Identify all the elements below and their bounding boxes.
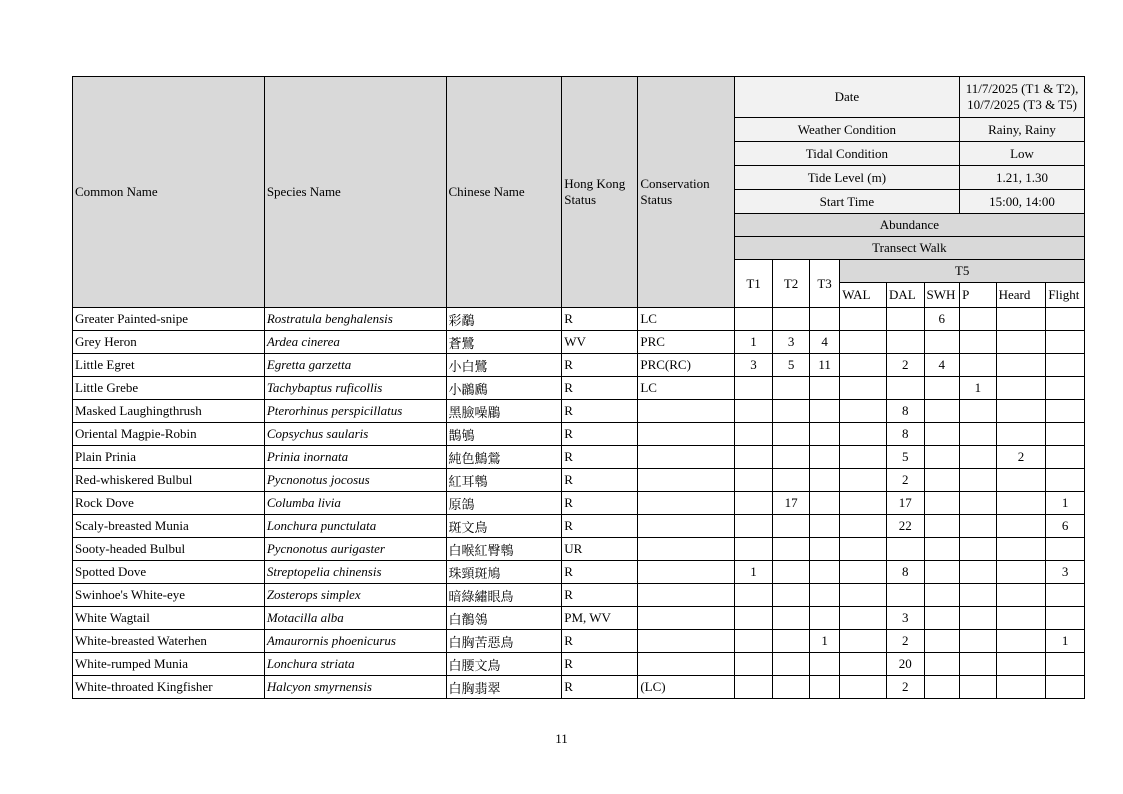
cell-hk-status: R	[562, 400, 638, 423]
cell-heard	[996, 423, 1046, 446]
cell-common-name: White-throated Kingfisher	[73, 676, 265, 699]
cell-heard	[996, 331, 1046, 354]
cell-flight	[1046, 469, 1085, 492]
cell-p	[960, 469, 997, 492]
cell-conservation-status: LC	[638, 308, 734, 331]
cell-dal: 8	[886, 423, 924, 446]
cell-dal	[886, 331, 924, 354]
header-date-label: Date	[734, 77, 959, 118]
cell-flight: 1	[1046, 492, 1085, 515]
cell-t2	[773, 538, 810, 561]
header-tide-level-label: Tide Level (m)	[734, 166, 959, 190]
table-row	[73, 538, 1085, 561]
cell-common-name: White-breasted Waterhen	[73, 630, 265, 653]
cell-flight	[1046, 676, 1085, 699]
cell-wal	[840, 607, 887, 630]
cell-hk-status: R	[562, 676, 638, 699]
cell-swh	[924, 515, 960, 538]
table-row	[73, 676, 1085, 699]
cell-hk-status: R	[562, 377, 638, 400]
cell-t1	[734, 308, 773, 331]
cell-conservation-status	[638, 653, 734, 676]
cell-t1	[734, 630, 773, 653]
cell-wal	[840, 308, 887, 331]
cell-chinese-name: 白喉紅臀鵯	[446, 538, 562, 561]
cell-p	[960, 607, 997, 630]
table-row	[73, 515, 1085, 538]
cell-swh	[924, 584, 960, 607]
cell-t2	[773, 630, 810, 653]
header-t3: T3	[809, 260, 839, 308]
cell-species-name: Pycnonotus aurigaster	[264, 538, 446, 561]
header-hk-status: Hong Kong Status	[562, 77, 638, 308]
cell-species-name: Halcyon smyrnensis	[264, 676, 446, 699]
cell-t2	[773, 377, 810, 400]
header-wal: WAL	[840, 283, 887, 308]
header-t2: T2	[773, 260, 810, 308]
cell-t2: 5	[773, 354, 810, 377]
cell-conservation-status: PRC	[638, 331, 734, 354]
cell-wal	[840, 515, 887, 538]
cell-t3	[809, 584, 839, 607]
cell-conservation-status	[638, 423, 734, 446]
cell-heard	[996, 492, 1046, 515]
cell-wal	[840, 377, 887, 400]
cell-chinese-name: 珠頸斑鳩	[446, 561, 562, 584]
cell-flight	[1046, 446, 1085, 469]
header-start-time-value: 15:00, 14:00	[960, 190, 1085, 214]
cell-flight: 1	[1046, 630, 1085, 653]
header-p: P	[960, 283, 997, 308]
header-t1: T1	[734, 260, 773, 308]
cell-t1	[734, 584, 773, 607]
cell-p	[960, 561, 997, 584]
cell-p	[960, 446, 997, 469]
cell-dal: 2	[886, 469, 924, 492]
cell-dal: 2	[886, 676, 924, 699]
cell-t3	[809, 492, 839, 515]
header-chinese-name: Chinese Name	[446, 77, 562, 308]
cell-species-name: Pycnonotus jocosus	[264, 469, 446, 492]
cell-swh	[924, 538, 960, 561]
header-swh: SWH	[924, 283, 960, 308]
cell-swh	[924, 423, 960, 446]
header-date-value: 11/7/2025 (T1 & T2), 10/7/2025 (T3 & T5)	[960, 77, 1085, 118]
cell-swh	[924, 561, 960, 584]
cell-heard	[996, 400, 1046, 423]
cell-chinese-name: 原鴿	[446, 492, 562, 515]
cell-dal: 22	[886, 515, 924, 538]
cell-conservation-status: (LC)	[638, 676, 734, 699]
cell-swh	[924, 400, 960, 423]
cell-hk-status: WV	[562, 331, 638, 354]
header-weather-value: Rainy, Rainy	[960, 118, 1085, 142]
cell-t2	[773, 469, 810, 492]
cell-hk-status: PM, WV	[562, 607, 638, 630]
cell-t3: 11	[809, 354, 839, 377]
cell-chinese-name: 鵲鴝	[446, 423, 562, 446]
cell-heard: 2	[996, 446, 1046, 469]
cell-species-name: Copsychus saularis	[264, 423, 446, 446]
cell-common-name: Little Grebe	[73, 377, 265, 400]
cell-flight	[1046, 400, 1085, 423]
cell-t3: 1	[809, 630, 839, 653]
table-row	[73, 423, 1085, 446]
cell-t1	[734, 676, 773, 699]
cell-heard	[996, 538, 1046, 561]
cell-p	[960, 308, 997, 331]
header-flight: Flight	[1046, 283, 1085, 308]
header-tide-level-value: 1.21, 1.30	[960, 166, 1085, 190]
cell-flight	[1046, 653, 1085, 676]
cell-p: 1	[960, 377, 997, 400]
cell-species-name: Lonchura punctulata	[264, 515, 446, 538]
cell-hk-status: R	[562, 630, 638, 653]
cell-conservation-status	[638, 400, 734, 423]
header-species-name: Species Name	[264, 77, 446, 308]
cell-common-name: Swinhoe's White-eye	[73, 584, 265, 607]
cell-chinese-name: 白胸翡翠	[446, 676, 562, 699]
cell-conservation-status	[638, 561, 734, 584]
cell-flight	[1046, 423, 1085, 446]
cell-flight	[1046, 354, 1085, 377]
cell-hk-status: R	[562, 308, 638, 331]
cell-dal	[886, 377, 924, 400]
cell-conservation-status	[638, 492, 734, 515]
cell-flight	[1046, 607, 1085, 630]
cell-swh	[924, 607, 960, 630]
cell-species-name: Ardea cinerea	[264, 331, 446, 354]
header-tidal-value: Low	[960, 142, 1085, 166]
cell-common-name: Oriental Magpie-Robin	[73, 423, 265, 446]
cell-t3	[809, 607, 839, 630]
cell-heard	[996, 354, 1046, 377]
cell-t1	[734, 538, 773, 561]
cell-t2	[773, 676, 810, 699]
cell-t2	[773, 561, 810, 584]
cell-wal	[840, 400, 887, 423]
cell-swh	[924, 630, 960, 653]
cell-heard	[996, 469, 1046, 492]
cell-chinese-name: 斑文鳥	[446, 515, 562, 538]
cell-conservation-status	[638, 469, 734, 492]
cell-flight	[1046, 331, 1085, 354]
cell-dal: 8	[886, 561, 924, 584]
cell-t3	[809, 423, 839, 446]
cell-t1	[734, 515, 773, 538]
cell-t1: 1	[734, 561, 773, 584]
table-row	[73, 653, 1085, 676]
cell-dal	[886, 308, 924, 331]
cell-chinese-name: 蒼鷺	[446, 331, 562, 354]
cell-p	[960, 492, 997, 515]
cell-swh	[924, 331, 960, 354]
header-weather-label: Weather Condition	[734, 118, 959, 142]
cell-dal: 17	[886, 492, 924, 515]
cell-hk-status: R	[562, 515, 638, 538]
cell-wal	[840, 630, 887, 653]
cell-common-name: Rock Dove	[73, 492, 265, 515]
cell-chinese-name: 白腰文鳥	[446, 653, 562, 676]
cell-species-name: Zosterops simplex	[264, 584, 446, 607]
cell-common-name: Scaly-breasted Munia	[73, 515, 265, 538]
cell-wal	[840, 354, 887, 377]
cell-dal: 3	[886, 607, 924, 630]
header-start-time-label: Start Time	[734, 190, 959, 214]
cell-conservation-status	[638, 584, 734, 607]
cell-common-name: Little Egret	[73, 354, 265, 377]
cell-heard	[996, 561, 1046, 584]
table-row	[73, 400, 1085, 423]
cell-common-name: White-rumped Munia	[73, 653, 265, 676]
cell-heard	[996, 515, 1046, 538]
cell-t2	[773, 515, 810, 538]
cell-flight: 6	[1046, 515, 1085, 538]
cell-wal	[840, 538, 887, 561]
cell-chinese-name: 紅耳鵯	[446, 469, 562, 492]
table-row	[73, 377, 1085, 400]
cell-hk-status: R	[562, 469, 638, 492]
cell-dal: 8	[886, 400, 924, 423]
cell-heard	[996, 630, 1046, 653]
cell-wal	[840, 676, 887, 699]
cell-t2	[773, 584, 810, 607]
cell-species-name: Columba livia	[264, 492, 446, 515]
header-t5: T5	[840, 260, 1085, 283]
header-transect-walk: Transect Walk	[734, 237, 1084, 260]
cell-t3	[809, 538, 839, 561]
cell-t2: 3	[773, 331, 810, 354]
cell-species-name: Egretta garzetta	[264, 354, 446, 377]
cell-conservation-status	[638, 446, 734, 469]
bird-survey-table	[72, 76, 1085, 699]
cell-swh	[924, 446, 960, 469]
page-number: 11	[555, 731, 568, 746]
cell-common-name: Plain Prinia	[73, 446, 265, 469]
cell-t2	[773, 308, 810, 331]
cell-t2: 17	[773, 492, 810, 515]
cell-swh	[924, 492, 960, 515]
cell-heard	[996, 653, 1046, 676]
cell-flight	[1046, 584, 1085, 607]
cell-flight: 3	[1046, 561, 1085, 584]
cell-dal	[886, 584, 924, 607]
cell-species-name: Tachybaptus ruficollis	[264, 377, 446, 400]
table-row	[73, 561, 1085, 584]
cell-dal: 20	[886, 653, 924, 676]
cell-wal	[840, 423, 887, 446]
cell-hk-status: R	[562, 354, 638, 377]
cell-common-name: Sooty-headed Bulbul	[73, 538, 265, 561]
cell-p	[960, 354, 997, 377]
cell-hk-status: R	[562, 492, 638, 515]
cell-t3	[809, 515, 839, 538]
cell-dal: 2	[886, 354, 924, 377]
cell-chinese-name: 暗綠繡眼鳥	[446, 584, 562, 607]
cell-p	[960, 653, 997, 676]
cell-chinese-name: 小白鷺	[446, 354, 562, 377]
cell-flight	[1046, 308, 1085, 331]
cell-p	[960, 400, 997, 423]
cell-p	[960, 584, 997, 607]
cell-t3	[809, 308, 839, 331]
cell-chinese-name: 黑臉噪鶥	[446, 400, 562, 423]
cell-species-name: Pterorhinus perspicillatus	[264, 400, 446, 423]
cell-common-name: White Wagtail	[73, 607, 265, 630]
table-row	[73, 469, 1085, 492]
cell-species-name: Motacilla alba	[264, 607, 446, 630]
table-row	[73, 630, 1085, 653]
cell-wal	[840, 584, 887, 607]
cell-p	[960, 676, 997, 699]
cell-common-name: Grey Heron	[73, 331, 265, 354]
cell-p	[960, 331, 997, 354]
cell-t1	[734, 469, 773, 492]
cell-conservation-status: LC	[638, 377, 734, 400]
header-common-name: Common Name	[73, 77, 265, 308]
cell-swh: 4	[924, 354, 960, 377]
cell-p	[960, 630, 997, 653]
cell-conservation-status	[638, 607, 734, 630]
cell-wal	[840, 446, 887, 469]
header-abundance: Abundance	[734, 214, 1084, 237]
cell-t3	[809, 561, 839, 584]
cell-common-name: Red-whiskered Bulbul	[73, 469, 265, 492]
table-row	[73, 308, 1085, 331]
cell-t1	[734, 653, 773, 676]
cell-t3: 4	[809, 331, 839, 354]
cell-species-name: Lonchura striata	[264, 653, 446, 676]
header-dal: DAL	[886, 283, 924, 308]
cell-t1	[734, 377, 773, 400]
cell-t1	[734, 607, 773, 630]
cell-t1	[734, 423, 773, 446]
cell-flight	[1046, 377, 1085, 400]
cell-hk-status: R	[562, 584, 638, 607]
header-heard: Heard	[996, 283, 1046, 308]
cell-t1	[734, 492, 773, 515]
cell-heard	[996, 377, 1046, 400]
cell-p	[960, 538, 997, 561]
cell-chinese-name: 彩鷸	[446, 308, 562, 331]
cell-swh	[924, 469, 960, 492]
cell-conservation-status	[638, 515, 734, 538]
cell-hk-status: R	[562, 423, 638, 446]
cell-dal	[886, 538, 924, 561]
cell-t2	[773, 653, 810, 676]
table-row	[73, 492, 1085, 515]
cell-swh: 6	[924, 308, 960, 331]
cell-dal: 2	[886, 630, 924, 653]
cell-hk-status: UR	[562, 538, 638, 561]
cell-chinese-name: 小鸊鷉	[446, 377, 562, 400]
cell-t2	[773, 400, 810, 423]
cell-t3	[809, 676, 839, 699]
cell-dal: 5	[886, 446, 924, 469]
cell-chinese-name: 純色鷦鶯	[446, 446, 562, 469]
cell-species-name: Prinia inornata	[264, 446, 446, 469]
cell-heard	[996, 676, 1046, 699]
cell-wal	[840, 561, 887, 584]
cell-chinese-name: 白胸苦惡鳥	[446, 630, 562, 653]
cell-t2	[773, 607, 810, 630]
table-row	[73, 446, 1085, 469]
cell-t3	[809, 377, 839, 400]
cell-heard	[996, 584, 1046, 607]
cell-swh	[924, 377, 960, 400]
cell-species-name: Rostratula benghalensis	[264, 308, 446, 331]
cell-heard	[996, 308, 1046, 331]
cell-t3	[809, 400, 839, 423]
cell-conservation-status	[638, 630, 734, 653]
cell-hk-status: R	[562, 446, 638, 469]
cell-conservation-status	[638, 538, 734, 561]
cell-chinese-name: 白鶺鴒	[446, 607, 562, 630]
cell-common-name: Masked Laughingthrush	[73, 400, 265, 423]
cell-p	[960, 515, 997, 538]
cell-heard	[996, 607, 1046, 630]
cell-common-name: Greater Painted-snipe	[73, 308, 265, 331]
cell-conservation-status: PRC(RC)	[638, 354, 734, 377]
cell-p	[960, 423, 997, 446]
cell-wal	[840, 492, 887, 515]
cell-wal	[840, 469, 887, 492]
cell-t3	[809, 446, 839, 469]
header-conservation-status: Conservation Status	[638, 77, 734, 308]
cell-common-name: Spotted Dove	[73, 561, 265, 584]
table-row	[73, 331, 1085, 354]
cell-hk-status: R	[562, 653, 638, 676]
table-row	[73, 354, 1085, 377]
cell-swh	[924, 653, 960, 676]
header-tidal-label: Tidal Condition	[734, 142, 959, 166]
table-row	[73, 584, 1085, 607]
cell-hk-status: R	[562, 561, 638, 584]
cell-t3	[809, 469, 839, 492]
cell-species-name: Streptopelia chinensis	[264, 561, 446, 584]
cell-t1: 1	[734, 331, 773, 354]
cell-species-name: Amaurornis phoenicurus	[264, 630, 446, 653]
cell-t2	[773, 446, 810, 469]
cell-t1	[734, 400, 773, 423]
cell-t1: 3	[734, 354, 773, 377]
cell-wal	[840, 331, 887, 354]
cell-t3	[809, 653, 839, 676]
cell-flight	[1046, 538, 1085, 561]
cell-t2	[773, 423, 810, 446]
table-row	[73, 607, 1085, 630]
cell-wal	[840, 653, 887, 676]
cell-swh	[924, 676, 960, 699]
cell-t1	[734, 446, 773, 469]
